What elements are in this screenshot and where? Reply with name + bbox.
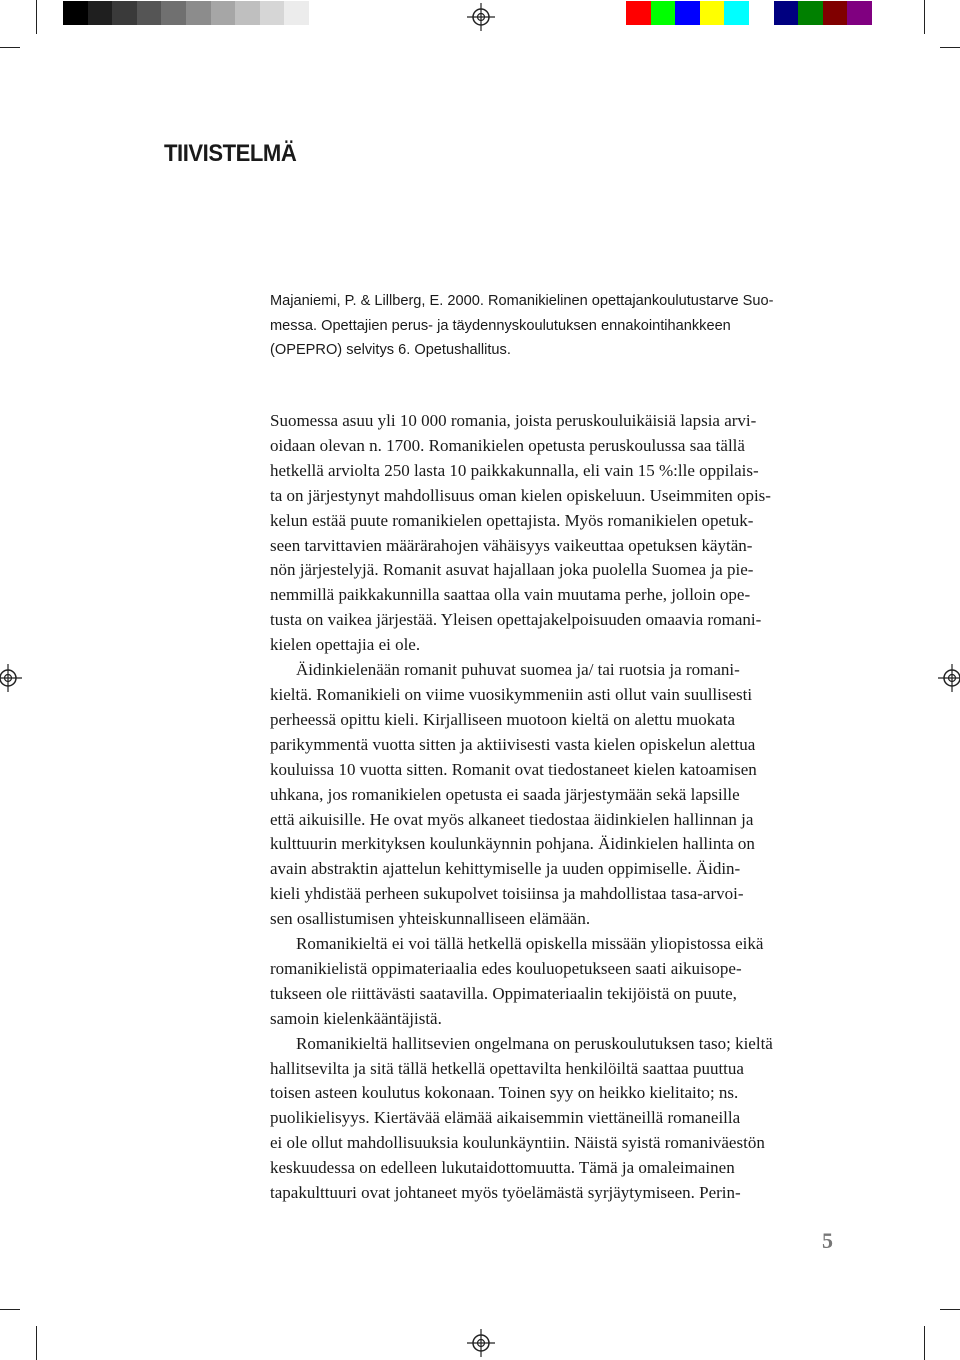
body-text-line: perheessä opittu kieli. Kirjalliseen muotoon kieltä on alettu muokata: [270, 709, 736, 729]
color-swatch: [675, 1, 700, 25]
color-swatch: [749, 1, 774, 25]
color-swatch: [63, 1, 88, 25]
abstract-body: [270, 409, 830, 1206]
body-text-line: Romanikieltä hallitsevien ongelmana on peruskoulutuksen taso; kieltä: [296, 1033, 773, 1053]
body-text-line: romanikielistä oppimateriaalia edes kouluopetukseen saati aikuisope-: [270, 958, 742, 978]
color-swatch: [161, 1, 186, 25]
color-swatch: [700, 1, 725, 25]
body-text-line: kielen opettajia ei ole.: [270, 635, 421, 655]
crop-mark: [0, 1309, 20, 1310]
color-swatch: [88, 1, 113, 25]
body-text-line: samoin kielenkääntäjistä.: [270, 1008, 442, 1028]
body-text-line: nemmillä paikkakunnilla saattaa olla vain muutama perhe, jolloin ope-: [270, 585, 751, 605]
color-swatch: [112, 1, 137, 25]
body-text-line: kouluissa 10 vuotta sitten. Romanit ovat tiedostaneet kielen katoamisen: [270, 759, 757, 779]
color-swatch: [309, 1, 334, 25]
grayscale-calibration-bar: [63, 1, 334, 25]
body-text-line: tusta on vaikea järjestää. Yleisen opettajakelpoisuuden omaavia romani-: [270, 610, 762, 630]
color-swatch: [651, 1, 676, 25]
registration-mark-icon: [938, 664, 960, 692]
citation-line: messa. Opettajien perus- ja täydennyskoulutuksen ennakointihankkeen: [270, 317, 731, 334]
body-text-line: kieltä. Romanikieli on viime vuosikymmeniin asti ollut vain suullisesti: [270, 684, 753, 704]
body-text-line: avain abstraktin ajattelun kehittymiselle ja uuden oppimiselle. Äidin-: [270, 859, 741, 879]
crop-mark: [0, 47, 20, 48]
body-text-line: oidaan olevan n. 1700. Romanikielen opetusta peruskoulussa saa tällä: [270, 435, 745, 455]
crop-mark: [36, 0, 37, 34]
color-swatch: [847, 1, 872, 25]
body-text-line: kulttuurin merkityksen koulunkäynnin pohjana. Äidinkielen hallinta on: [270, 834, 755, 854]
page-title: TIIVISTELMÄ: [164, 140, 297, 167]
crop-mark: [924, 0, 925, 34]
color-swatch: [774, 1, 799, 25]
body-text-line: nön järjestelyjä. Romanit asuvat hajallaan joka puolella Suomea ja pie-: [270, 560, 754, 580]
bibliographic-citation: [270, 289, 830, 363]
citation-line: Majaniemi, P. & Lillberg, E. 2000. Romanikielinen opettajankoulutustarve Suo-: [270, 293, 774, 309]
crop-mark: [940, 47, 960, 48]
body-text-line: Suomessa asuu yli 10 000 romania, joista peruskouluikäisiä lapsia arvi-: [270, 411, 757, 430]
color-swatch: [798, 1, 823, 25]
body-text-line: ta on järjestynyt mahdollisuus oman kielen opiskeluun. Useimmiten opis-: [270, 485, 771, 505]
body-text-line: Äidinkielenään romanit puhuvat suomea ja/ tai ruotsia ja romani-: [296, 660, 740, 680]
registration-mark-icon: [467, 1329, 495, 1357]
body-text-line: Romanikieltä ei voi tällä hetkellä opiskella missään yliopistossa eikä: [296, 934, 764, 954]
color-swatch: [284, 1, 309, 25]
body-text-line: kelun estää puute romanikielen opettajista. Myös romanikielen opetuk-: [270, 510, 754, 530]
body-text-line: hallitsevilta ja sitä tällä hetkellä opettavilta henkilöiltä saattaa puuttua: [270, 1058, 744, 1078]
crop-mark: [924, 1326, 925, 1360]
crop-mark: [940, 1309, 960, 1310]
page-number: 5: [822, 1228, 833, 1253]
color-swatch: [724, 1, 749, 25]
color-calibration-bar: [626, 1, 872, 25]
body-text-line: toisen asteen koulutus kokonaan. Toinen syy on heikko kielitaito; ns.: [270, 1083, 739, 1103]
color-swatch: [235, 1, 260, 25]
color-swatch: [137, 1, 162, 25]
body-text-line: tapakulttuuri ovat johtaneet myös työelämästä syrjäytymiseen. Perin-: [270, 1183, 741, 1203]
body-text-line: tukseen ole riittävästi saatavilla. Oppimateriaalin tekijöistä on puute,: [270, 983, 737, 1003]
body-text-line: sen osallistumisen yhteiskunnalliseen elämään.: [270, 909, 591, 929]
body-text-line: puolikielisyys. Kiertävää elämää aikaisemmin viettäneillä romaneilla: [270, 1108, 741, 1128]
color-swatch: [823, 1, 848, 25]
color-swatch: [626, 1, 651, 25]
color-swatch: [186, 1, 211, 25]
citation-line: (OPEPRO) selvitys 6. Opetushallitus.: [270, 342, 511, 359]
body-text-line: hetkellä arviolta 250 lasta 10 paikkakunnalla, eli vain 15 %:lle oppilais-: [270, 460, 759, 480]
body-text-line: keskuudessa on edelleen lukutaidottomuutta. Tämä ja omaleimainen: [270, 1158, 735, 1178]
crop-mark: [36, 1326, 37, 1360]
color-swatch: [260, 1, 285, 25]
registration-mark-icon: [467, 3, 495, 31]
body-text-line: ei ole ollut mahdollisuuksia koulunkäyntiin. Näistä syistä romaniväestön: [270, 1133, 765, 1153]
color-swatch: [211, 1, 236, 25]
body-text-line: että aikuisille. He ovat myös alkaneet tiedostaa äidinkielen hallinnan ja: [270, 809, 754, 829]
body-text-line: uhkana, jos romanikielen opetusta ei saada järjestymään sekä lapsille: [270, 784, 740, 804]
body-text-line: kieli yhdistää perheen sukupolvet toisiinsa ja mahdollistaa tasa-arvoi-: [270, 884, 744, 904]
body-text-line: parikymmentä vuotta sitten ja aktiivisesti vasta kielen opiskelun alettua: [270, 734, 756, 754]
body-text-line: seen tarvittavien määrärahojen vähäisyys vaikeuttaa opetuksen käytän-: [270, 535, 753, 555]
registration-mark-icon: [0, 664, 22, 692]
